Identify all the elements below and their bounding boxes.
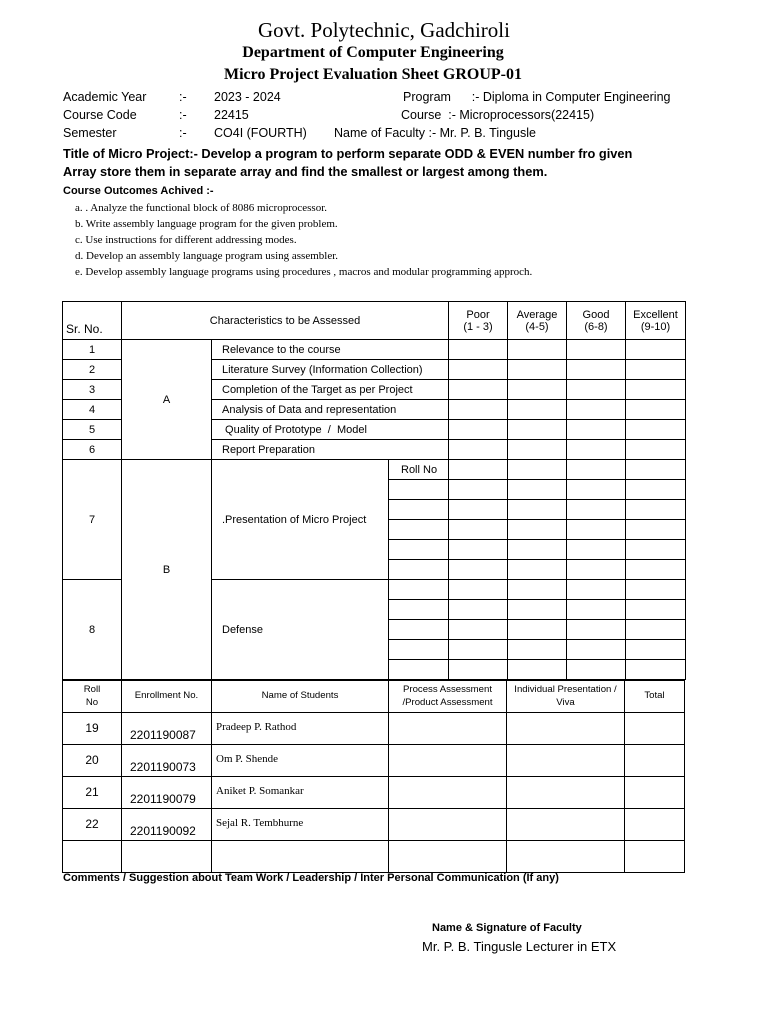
score-cell[interactable]	[567, 380, 626, 400]
poor-label: Poor	[466, 308, 490, 321]
empty-cell[interactable]	[63, 841, 122, 873]
score-cell[interactable]	[567, 640, 626, 660]
assessment-table	[62, 301, 686, 680]
score-cell[interactable]	[449, 380, 508, 400]
score-cell[interactable]	[449, 400, 508, 420]
score-cell[interactable]	[508, 380, 567, 400]
characteristic-label: Defense	[212, 580, 389, 680]
score-cell[interactable]	[567, 620, 626, 640]
roll-cell[interactable]	[389, 580, 449, 600]
score-cell[interactable]	[567, 520, 626, 540]
score-cell[interactable]	[626, 600, 686, 620]
score-cell[interactable]	[508, 520, 567, 540]
course-outcome-item: a. . Analyze the functional block of 8086 microprocessor.	[75, 202, 328, 214]
roll-cell[interactable]	[389, 660, 449, 680]
score-cell[interactable]	[626, 380, 686, 400]
project-title-line-1: Title of Micro Project:- Develop a program to perform separate ODD & EVEN number fro given	[63, 146, 633, 161]
sheet-title: Micro Project Evaluation Sheet GROUP-01	[223, 66, 523, 83]
program-info: Program :- Diploma in Computer Engineering	[403, 90, 671, 104]
characteristic-label: Relevance to the course	[212, 340, 449, 360]
course-outcome-item: e. Develop assembly language programs using procedures , macros and modular programming approch.	[75, 266, 533, 278]
row-number: 6	[63, 440, 122, 460]
score-cell[interactable]	[567, 540, 626, 560]
academic-year-value: 2023 - 2024	[214, 90, 281, 104]
students-table	[62, 680, 685, 873]
individual-score-cell[interactable]	[507, 809, 625, 841]
process-score-cell[interactable]	[389, 745, 507, 777]
total-cell[interactable]	[625, 745, 685, 777]
score-cell[interactable]	[449, 640, 508, 660]
score-cell[interactable]	[626, 500, 686, 520]
excellent-range: (9-10)	[640, 320, 671, 333]
student-enrollment: 2201190092	[122, 809, 212, 841]
score-cell[interactable]	[626, 540, 686, 560]
student-row	[63, 713, 685, 745]
course-code-label: Course Code	[63, 108, 137, 122]
row-number: 1	[63, 340, 122, 360]
row-number: 5	[63, 420, 122, 440]
average-range: (4-5)	[525, 320, 549, 333]
faculty-info: Name of Faculty :- Mr. P. B. Tingusle	[334, 126, 536, 140]
excellent-header	[626, 302, 686, 340]
score-cell[interactable]	[567, 420, 626, 440]
score-cell[interactable]	[567, 600, 626, 620]
score-cell[interactable]	[567, 400, 626, 420]
process-score-cell[interactable]	[389, 777, 507, 809]
score-cell[interactable]	[508, 600, 567, 620]
course-outcome-item: d. Develop an assembly language program using assembler.	[75, 250, 339, 262]
score-cell[interactable]	[626, 340, 686, 360]
student-roll: 19	[63, 713, 122, 745]
course-outcome-item: c. Use instructions for different addressing modes.	[75, 234, 297, 246]
score-cell[interactable]	[508, 660, 567, 680]
score-cell[interactable]	[626, 660, 686, 680]
course-code-value: 22415	[214, 108, 249, 122]
total-cell[interactable]	[625, 809, 685, 841]
individual-score-cell[interactable]	[507, 745, 625, 777]
score-cell[interactable]	[449, 420, 508, 440]
good-label: Good	[582, 308, 610, 321]
score-cell[interactable]	[567, 460, 626, 480]
score-cell[interactable]	[626, 360, 686, 380]
student-enrollment: 2201190073	[122, 745, 212, 777]
average-label: Average	[516, 308, 558, 321]
individual-score-cell[interactable]	[507, 777, 625, 809]
roll-cell[interactable]	[389, 640, 449, 660]
enrollment-header: Enrollment No.	[122, 681, 212, 713]
score-cell[interactable]	[508, 440, 567, 460]
total-cell[interactable]	[625, 777, 685, 809]
academic-year-sep: :-	[179, 90, 187, 104]
department-title: Department of Computer Engineering	[242, 44, 504, 61]
characteristic-label: Completion of the Target as per Project	[212, 380, 449, 400]
semester-value: CO4I (FOURTH)	[214, 126, 307, 140]
roll-cell[interactable]	[389, 480, 449, 500]
score-cell[interactable]	[449, 560, 508, 580]
empty-cell[interactable]	[389, 841, 507, 873]
signature-label: Name & Signature of Faculty	[432, 922, 582, 934]
empty-cell[interactable]	[212, 841, 389, 873]
course-outcomes-heading: Course Outcomes Achived :-	[63, 185, 214, 197]
characteristic-label: Literature Survey (Information Collection)	[212, 360, 449, 380]
score-cell[interactable]	[626, 560, 686, 580]
group-b-label: B	[122, 460, 212, 680]
individual-presentation-header: Individual Presentation / Viva	[507, 681, 625, 713]
good-header	[567, 302, 626, 340]
score-cell[interactable]	[508, 420, 567, 440]
sr-no-header: Sr. No.	[63, 302, 122, 340]
student-row	[63, 745, 685, 777]
score-cell[interactable]	[626, 420, 686, 440]
score-cell[interactable]	[508, 540, 567, 560]
institute-title: Govt. Polytechnic, Gadchiroli	[258, 18, 510, 42]
score-cell[interactable]	[508, 580, 567, 600]
student-roll: 20	[63, 745, 122, 777]
score-cell[interactable]	[626, 400, 686, 420]
good-range: (6-8)	[584, 320, 608, 333]
empty-cell[interactable]	[122, 841, 212, 873]
row-number: 7	[63, 460, 122, 580]
student-name: Pradeep P. Rathod	[212, 713, 389, 745]
score-cell[interactable]	[508, 500, 567, 520]
row-number: 4	[63, 400, 122, 420]
row-number: 2	[63, 360, 122, 380]
score-cell[interactable]	[508, 400, 567, 420]
score-cell[interactable]	[626, 580, 686, 600]
score-cell[interactable]	[449, 580, 508, 600]
characteristic-label: Analysis of Data and representation	[212, 400, 449, 420]
roll-no-label: Roll No	[389, 460, 449, 480]
score-cell[interactable]	[567, 500, 626, 520]
student-name: Om P. Shende	[212, 745, 389, 777]
empty-cell[interactable]	[625, 841, 685, 873]
characteristics-header: Characteristics to be Assessed	[122, 302, 449, 340]
individual-score-cell[interactable]	[507, 713, 625, 745]
student-row-empty	[63, 841, 685, 873]
semester-label: Semester	[63, 126, 117, 140]
score-cell[interactable]	[626, 640, 686, 660]
process-score-cell[interactable]	[389, 713, 507, 745]
poor-header	[449, 302, 508, 340]
total-cell[interactable]	[625, 713, 685, 745]
score-cell[interactable]	[449, 340, 508, 360]
roll-cell[interactable]	[389, 500, 449, 520]
score-cell[interactable]	[626, 460, 686, 480]
score-cell[interactable]	[449, 480, 508, 500]
process-score-cell[interactable]	[389, 809, 507, 841]
average-header	[508, 302, 567, 340]
roll-cell[interactable]	[389, 560, 449, 580]
score-cell[interactable]	[449, 500, 508, 520]
score-cell[interactable]	[567, 340, 626, 360]
score-cell[interactable]	[449, 600, 508, 620]
student-name: Aniket P. Somankar	[212, 777, 389, 809]
score-cell[interactable]	[626, 620, 686, 640]
score-cell[interactable]	[449, 520, 508, 540]
group-a-label: A	[122, 340, 212, 460]
course-info: Course :- Microprocessors(22415)	[401, 108, 595, 122]
total-header: Total	[625, 681, 685, 713]
student-name: Sejal R. Tembhurne	[212, 809, 389, 841]
score-cell[interactable]	[567, 480, 626, 500]
score-cell[interactable]	[626, 480, 686, 500]
roll-cell[interactable]	[389, 620, 449, 640]
score-cell[interactable]	[449, 460, 508, 480]
score-cell[interactable]	[449, 620, 508, 640]
student-name-header: Name of Students	[212, 681, 389, 713]
excellent-label: Excellent	[633, 308, 678, 321]
semester-sep: :-	[179, 126, 187, 140]
score-cell[interactable]	[567, 560, 626, 580]
score-cell[interactable]	[508, 560, 567, 580]
score-cell[interactable]	[626, 440, 686, 460]
characteristic-label: .Presentation of Micro Project	[212, 460, 389, 580]
score-cell[interactable]	[508, 360, 567, 380]
score-cell[interactable]	[449, 660, 508, 680]
course-code-sep: :-	[179, 108, 187, 122]
score-cell[interactable]	[449, 360, 508, 380]
score-cell[interactable]	[508, 460, 567, 480]
student-enrollment: 2201190087	[122, 713, 212, 745]
project-title-line-2: Array store them in separate array and find the smallest or largest among them.	[63, 164, 548, 179]
process-assessment-header: Process Assessment /Product Assessment	[389, 681, 507, 713]
faculty-name: Mr. P. B. Tingusle Lecturer in ETX	[422, 939, 617, 954]
course-outcome-item: b. Write assembly language program for the given problem.	[75, 218, 338, 230]
score-cell[interactable]	[626, 520, 686, 540]
characteristic-label: Report Preparation	[212, 440, 449, 460]
poor-range: (1 - 3)	[463, 320, 493, 333]
academic-year-label: Academic Year	[63, 90, 147, 104]
student-enrollment: 2201190079	[122, 777, 212, 809]
roll-no-header: Roll No	[63, 681, 122, 713]
score-cell[interactable]	[567, 440, 626, 460]
student-row	[63, 777, 685, 809]
row-number: 3	[63, 380, 122, 400]
score-cell[interactable]	[449, 540, 508, 560]
row-number: 8	[63, 580, 122, 680]
score-cell[interactable]	[449, 440, 508, 460]
roll-cell[interactable]	[389, 540, 449, 560]
roll-cell[interactable]	[389, 520, 449, 540]
score-cell[interactable]	[508, 620, 567, 640]
comments-label: Comments / Suggestion about Team Work / Leadership / Inter Personal Communication (If any)	[63, 872, 559, 884]
student-roll: 21	[63, 777, 122, 809]
score-cell[interactable]	[567, 660, 626, 680]
characteristic-label: Quality of Prototype / Model	[212, 420, 449, 440]
score-cell[interactable]	[567, 360, 626, 380]
student-roll: 22	[63, 809, 122, 841]
score-cell[interactable]	[508, 640, 567, 660]
score-cell[interactable]	[508, 480, 567, 500]
score-cell[interactable]	[567, 580, 626, 600]
student-row	[63, 809, 685, 841]
empty-cell[interactable]	[507, 841, 625, 873]
roll-cell[interactable]	[389, 600, 449, 620]
score-cell[interactable]	[508, 340, 567, 360]
